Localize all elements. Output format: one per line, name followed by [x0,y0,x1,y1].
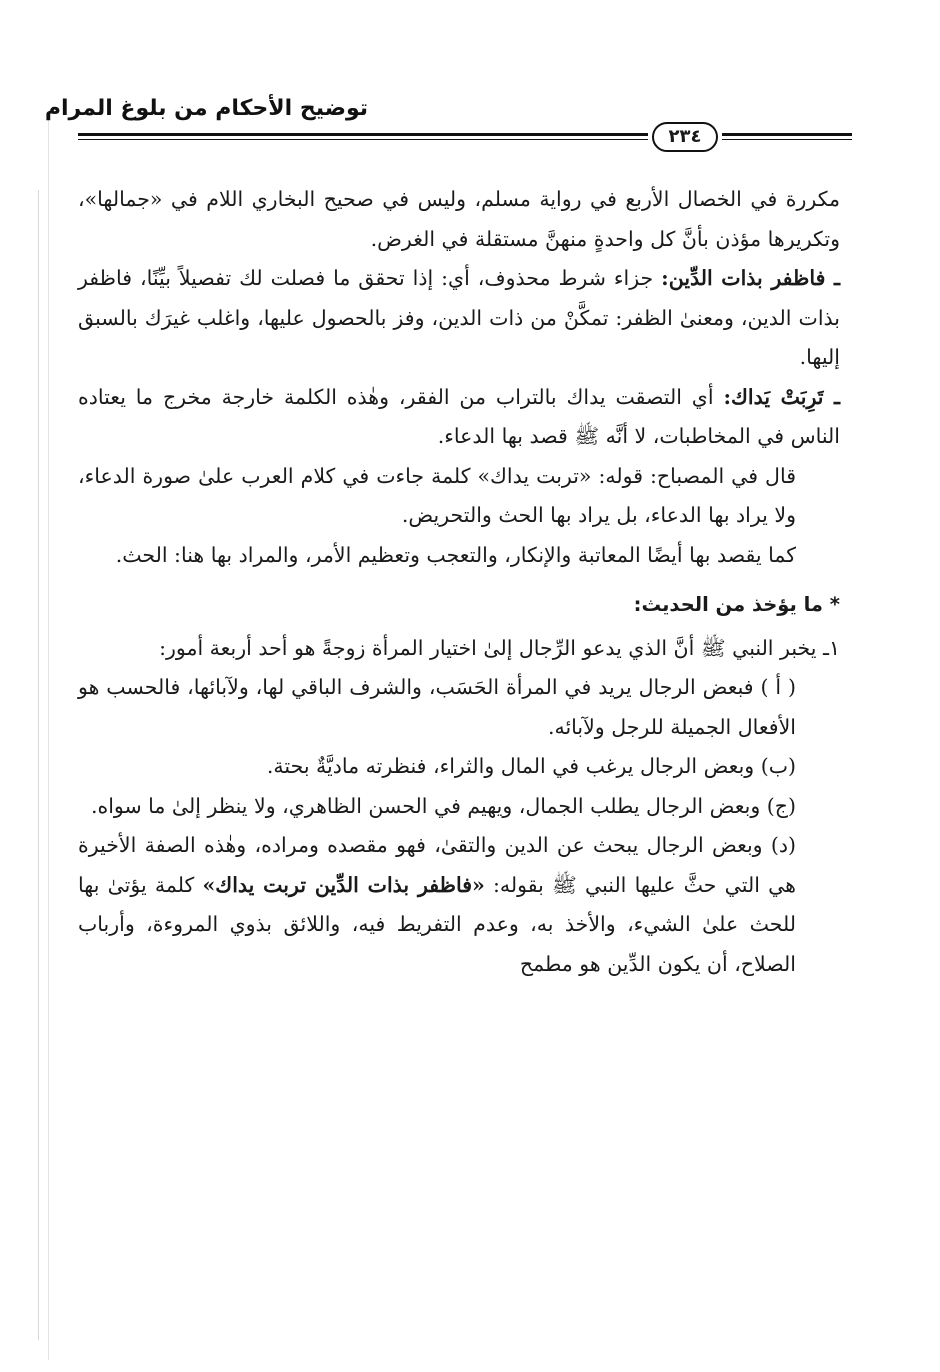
sub-point: ( أ ) فبعض الرجال يريد في المرأة الحَسَب، والشرف الباقي لها، ولآبائها، فالحسب هو الأفعال الجميلة للرجل ولآبائه. [78,675,796,739]
header-rule [78,133,648,136]
sub-point-text: كلمة يؤتىٰ بها للحث علىٰ الشيء، والأخذ به، وعدم التفريط فيه، واللائق بذوي المروءة، وأرباب الصلاح، أن يكون الدِّين هو مطمح [78,872,796,976]
term-explanation: جزاء شرط محذوف، أي: إذا تحقق ما فصلت لك تفصيلاً بيِّنًا، فاظفر بذات الدين، ومعنىٰ الظفر: تمكَّنْ من ذات الدين، وفز بالحصول عليها، واغلب غيرَك بالسبق إليها. [78,266,840,369]
running-header-title: توضيح الأحكام من بلوغ المرام [44,96,368,121]
term: ـ فاظفر بذات الدِّين: [661,266,840,290]
term-paragraph [78,378,840,457]
paragraph: مكررة في الخصال الأربع في رواية مسلم، وليس في صحيح البخاري اللام في «جمالها»، وتكريرها مؤذن بأنَّ كل واحدةٍ منهنَّ مستقلة في الغرض. [78,187,840,251]
header-rule [78,139,648,140]
paragraph: كما يقصد بها أيضًا المعاتبة والإنكار، والتعجب وتعظيم الأمر، والمراد بها هنا: الحث. [115,542,796,567]
paragraph: قال في المصباح: قوله: «تربت يداك» كلمة جاءت في كلام العرب علىٰ صورة الدعاء، ولا يراد بها الدعاء، بل يراد بها الحث والتحريض. [78,463,796,527]
header-rule [722,139,852,140]
sub-point: (ب) وبعض الرجال يرغب في المال والثراء، فنظرته ماديَّةٌ بحتة. [266,754,796,778]
page-body [78,180,840,984]
hadith-quote: «فاظفر بذات الدِّين تربت يداك» [202,872,485,897]
sub-point [78,826,840,984]
term-paragraph [78,259,840,378]
scan-edge-line [38,190,39,1340]
term-explanation: أي التصقت يداك بالتراب من الفقر، وهٰذه الكلمة خارجة مخرج ما يعتاده الناس في المخاطبات، لا أنَّه ﷺ قصد بها الدعاء. [78,384,840,448]
page-number: ٢٣٤ [652,122,718,152]
term: ـ تَرِبَتْ يَداك: [723,384,840,409]
section-heading: * ما يؤخذ من الحديث: [633,593,840,616]
scan-edge-line [48,120,49,1360]
sub-point: (ج) وبعض الرجال يطلب الجمال، ويهيم في الحسن الظاهري، ولا ينظر إلىٰ ما سواه. [90,793,796,818]
numbered-point: ١ـ يخبر النبي ﷺ أنَّ الذي يدعو الرِّجال إلىٰ اختيار المرأة زوجةً هو أحد أربعة أمور: [159,635,840,660]
sub-point-text: (د) وبعض الرجال يبحث عن الدين والتقىٰ، فهو مقصده ومراده، وهٰذه الصفة الأخيرة هي التي حثَّ عليها النبي ﷺ بقوله: [78,833,796,897]
header-rule [722,133,852,136]
